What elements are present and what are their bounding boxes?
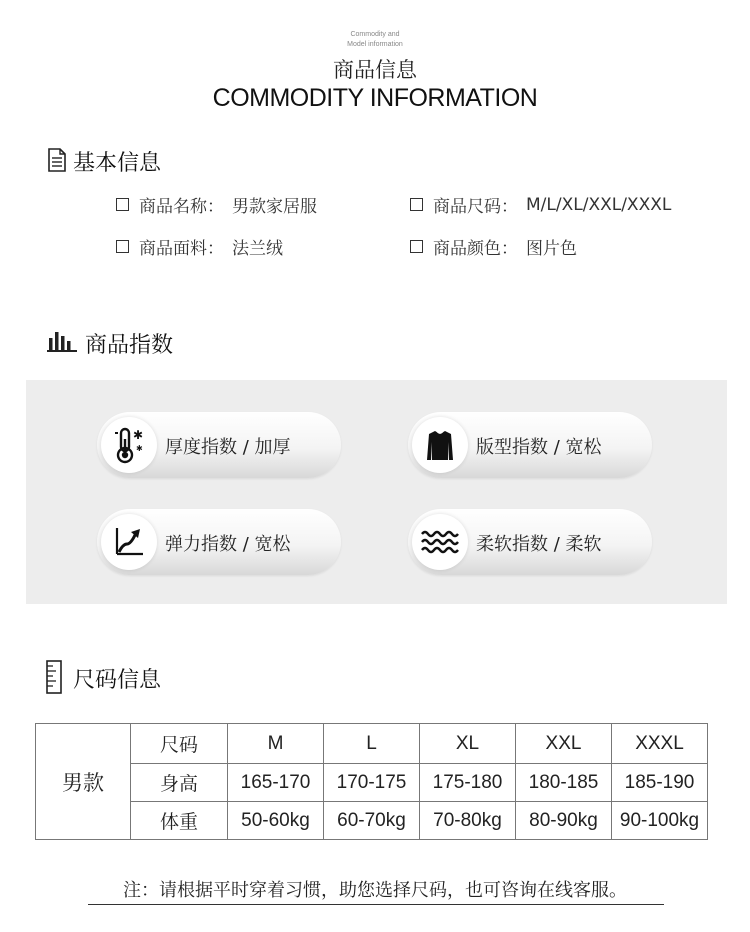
index-label: 弹力指数 / 宽松	[165, 534, 291, 555]
document-icon	[47, 148, 67, 176]
size-note: 注：请根据平时穿着习惯，助您选择尺码，也可咨询在线客服。	[123, 880, 627, 901]
index-section-title: 商品指数	[85, 333, 174, 358]
wave-icon	[412, 514, 468, 570]
table-cell: L	[324, 724, 420, 764]
table-cell: 80-90kg	[516, 802, 612, 840]
info-item-color	[410, 234, 577, 259]
table-row	[36, 802, 708, 840]
svg-text:✱: ✱	[136, 444, 143, 453]
info-value: 图片色	[526, 239, 577, 259]
index-softness	[408, 509, 652, 575]
index-label: 柔软指数 / 柔软	[476, 534, 602, 555]
table-row-header: 体重	[131, 802, 228, 840]
size-table	[35, 723, 708, 840]
table-row	[36, 764, 708, 802]
checkbox-icon	[116, 198, 129, 211]
table-row-header: 尺码	[131, 724, 228, 764]
table-cell: 175-180	[420, 764, 516, 802]
table-cell: 50-60kg	[228, 802, 324, 840]
index-thickness	[97, 412, 341, 478]
stretch-arrow-icon	[101, 514, 157, 570]
info-label: 商品颜色：	[433, 239, 518, 259]
checkbox-icon	[410, 198, 423, 211]
table-cell: XXL	[516, 724, 612, 764]
table-cell: 185-190	[612, 764, 708, 802]
info-item-size	[410, 192, 671, 217]
thermometer-snow-icon	[101, 417, 157, 473]
table-row	[36, 724, 708, 764]
checkbox-icon	[116, 240, 129, 253]
index-elasticity	[97, 509, 341, 575]
table-cell: 70-80kg	[420, 802, 516, 840]
info-label: 商品面料：	[139, 239, 224, 259]
info-item-name	[116, 192, 317, 217]
table-cell: M	[228, 724, 324, 764]
info-item-fabric	[116, 234, 283, 259]
index-label: 厚度指数 / 加厚	[165, 437, 291, 458]
info-value: M/L/XL/XXL/XXXL	[526, 194, 672, 215]
bar-chart-icon	[47, 330, 77, 356]
shirt-icon	[412, 417, 468, 473]
table-cell: 170-175	[324, 764, 420, 802]
size-section-title: 尺码信息	[73, 668, 162, 693]
info-label: 商品尺码：	[433, 197, 518, 217]
note-underline	[88, 904, 664, 905]
table-cell: 165-170	[228, 764, 324, 802]
table-row-header: 身高	[131, 764, 228, 802]
table-group-label: 男款	[36, 724, 131, 840]
ruler-icon	[46, 660, 64, 698]
index-label: 版型指数 / 宽松	[476, 437, 602, 458]
svg-text:✱: ✱	[133, 428, 144, 442]
header-en-small-line1: Commodity and	[350, 31, 400, 38]
table-cell: XL	[420, 724, 516, 764]
table-cell: 180-185	[516, 764, 612, 802]
table-cell: 60-70kg	[324, 802, 420, 840]
table-cell: 90-100kg	[612, 802, 708, 840]
header-title-en: COMMODITY INFORMATION	[212, 84, 538, 112]
table-cell: XXXL	[612, 724, 708, 764]
checkbox-icon	[410, 240, 423, 253]
header-en-small-line2: Model information	[347, 41, 403, 48]
info-value: 男款家居服	[232, 197, 317, 217]
header-title-cn: 商品信息	[333, 58, 417, 82]
info-value: 法兰绒	[232, 239, 283, 259]
info-label: 商品名称：	[139, 197, 224, 217]
basic-info-title: 基本信息	[73, 151, 162, 176]
index-fit	[408, 412, 652, 478]
